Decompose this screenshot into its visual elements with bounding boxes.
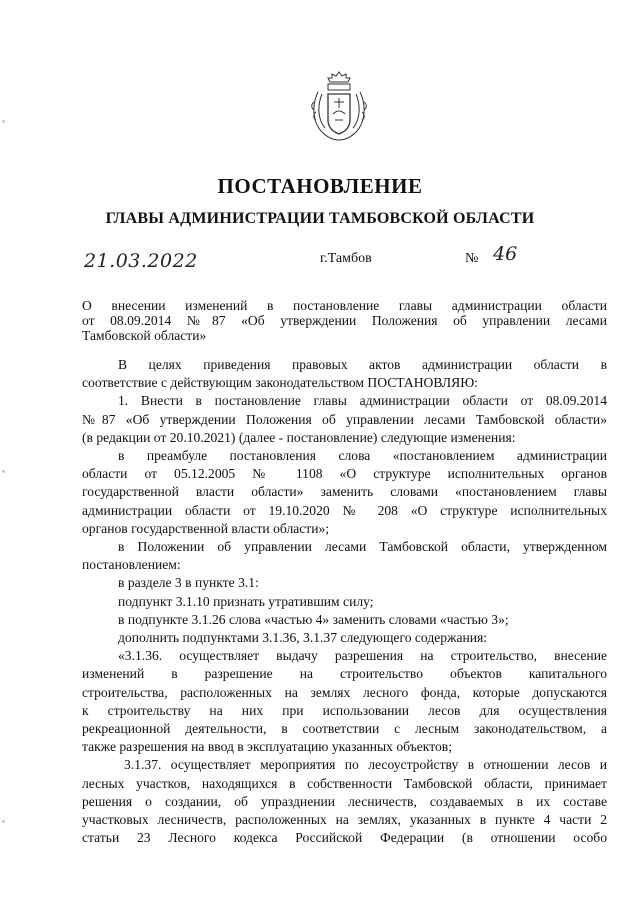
body-line: статьи 23 Лесного кодекса Российской Федерации (в отношении особо [82, 830, 607, 846]
body-line: государственной власти области» заменить словами «постановлением главы [82, 484, 607, 500]
tambov-coat-of-arms-emblem [308, 70, 370, 142]
body-line: изменений в разрешение на строительство объектов капитального [82, 666, 607, 682]
body-line: к строительству на них при использовании лесов для осуществления [82, 702, 607, 718]
document-heading [82, 298, 607, 343]
body-line: участковых лесничеств, расположенных на землях, указанных в пункте 4 части 2 [82, 812, 607, 828]
body-line: постановлением: [82, 557, 181, 573]
body-line: в преамбуле постановления слова «постановлением администрации [118, 448, 607, 464]
document-body [82, 356, 607, 847]
body-line: (в редакции от 20.10.2021) (далее - постановление) следующие изменения: [82, 429, 516, 445]
heading-line: Тамбовской области» [82, 328, 207, 343]
punch-hole-mark [2, 470, 5, 473]
body-line: В целях приведения правовых актов администрации области в [118, 357, 607, 372]
punch-hole-mark [2, 120, 5, 123]
document-title: ПОСТАНОВЛЕНИЕ [217, 174, 423, 198]
heading-line: О внесении изменений в постановление главы администрации области [82, 298, 607, 313]
handwritten-document-number: 46 [493, 243, 518, 265]
city-label: г.Тамбов [320, 251, 372, 266]
body-line: 3.1.37. осуществляет мероприятия по лесоустройству в отношении лесов и [124, 757, 607, 773]
body-line: органов государственной власти области»; [82, 520, 330, 536]
body-line: строительства, расположенных на землях лесного фонда, которые допускаются [82, 684, 607, 700]
body-line: 1. Внести в постановление главы администрации области от 08.09.2014 [118, 393, 607, 409]
body-line: лесных участков, находящихся в собственности Тамбовской области, принимает [82, 775, 607, 791]
body-line: соответствие с действующим законодательством ПОСТАНОВЛЯЮ: [82, 375, 478, 391]
body-line: также разрешения на ввод в эксплуатацию указанных объектов; [82, 739, 452, 755]
body-line: рекреационной деятельности, в соответствии с лесным законодательством, а [82, 721, 607, 737]
handwritten-date: 21.03.2022 [84, 250, 198, 272]
body-line: решения о создании, об упразднении лесничеств, создаваемых в их составе [82, 793, 607, 809]
document-subtitle: ГЛАВЫ АДМИНИСТРАЦИИ ТАМБОВСКОЙ ОБЛАСТИ [105, 210, 535, 227]
body-line: в подпункте 3.1.26 слова «частью 4» заменить словами «частью 3»; [118, 611, 509, 627]
body-line: администрации области от 19.10.2020 № 208 «О структуре исполнительных [82, 502, 607, 518]
heading-line: от 08.09.2014 №87 «Об утверждении Положения об управлении лесами [82, 313, 607, 328]
body-line: в разделе 3 в пункте 3.1: [118, 575, 259, 591]
body-line: подпункт 3.1.10 признать утратившим силу; [118, 593, 374, 609]
punch-hole-mark [2, 820, 5, 823]
number-sign: № [465, 251, 479, 266]
body-line: №87 «Об утверждении Положения об управлении лесами Тамбовской области» [82, 411, 607, 427]
body-line: области от 05.12.2005 № 1108 «О структуре исполнительных органов [82, 466, 607, 482]
body-line: в Положении об управлении лесами Тамбовской области, утвержденном [118, 539, 607, 555]
body-line: дополнить подпунктами 3.1.36, 3.1.37 следующего содержания: [118, 630, 488, 646]
body-line: «3.1.36. осуществляет выдачу разрешения на строительство, внесение [118, 648, 607, 664]
